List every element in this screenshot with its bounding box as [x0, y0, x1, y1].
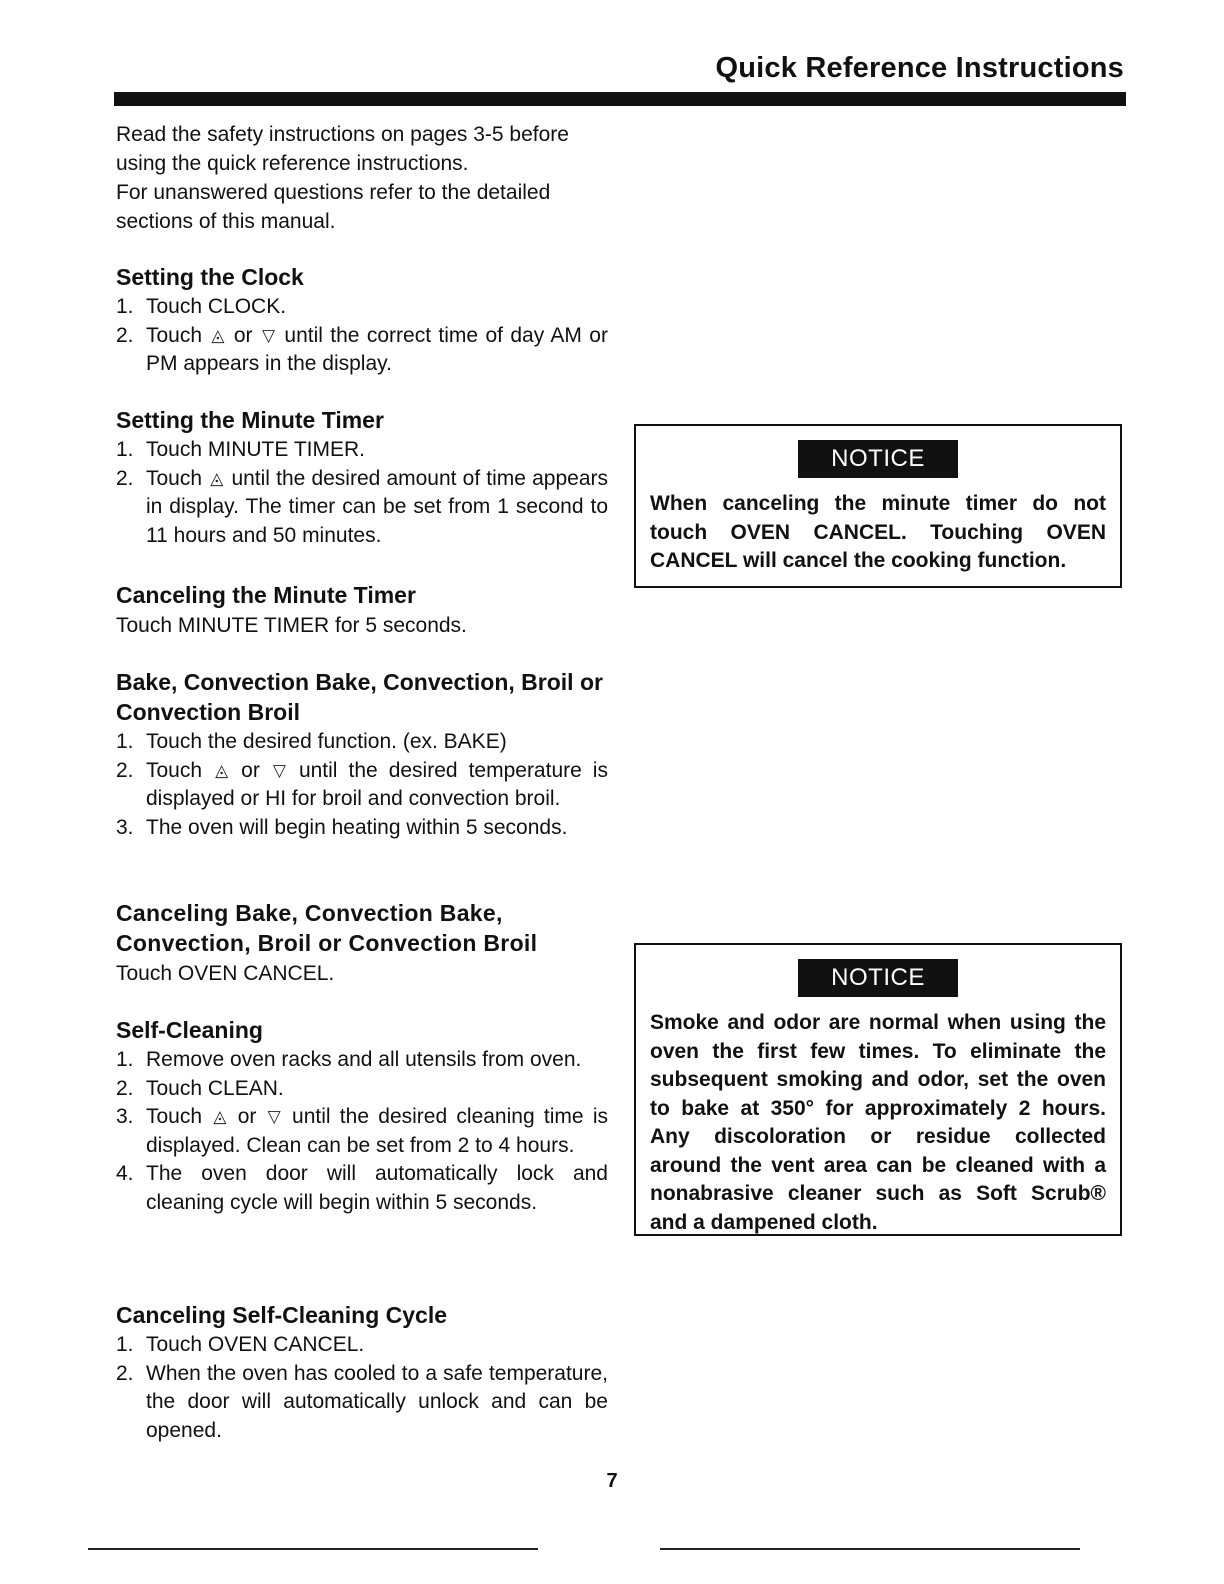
page-number: 7 — [606, 1470, 618, 1492]
list-item — [116, 728, 608, 757]
step-text-mid: or — [241, 758, 260, 782]
step-number: 4. — [116, 1162, 134, 1185]
notice-badge: NOTICE — [798, 440, 958, 478]
notice-text: When canceling the minute timer do not touch OVEN CANCEL. Touching OVEN CANCEL will cancel the cooking function. — [650, 492, 1106, 572]
section-setting-minute-timer — [116, 405, 608, 550]
header-rule — [114, 92, 1126, 106]
step-number: 2. — [116, 1361, 134, 1385]
step-list — [116, 1331, 608, 1445]
up-arrow-plus-icon: ◬ — [215, 760, 229, 780]
step-text-mid: or — [237, 1105, 257, 1128]
step-list — [116, 436, 608, 550]
notice-box-minute-timer — [634, 424, 1122, 588]
notice-box-smoke-odor — [634, 943, 1122, 1236]
up-arrow-plus-icon: ◬ — [210, 468, 224, 488]
section-heading: Bake, Convection Bake, Convection, Broil or Convection Broil — [116, 669, 603, 725]
intro-paragraph-1: Read the safety instructions on pages 3-5 before using the quick reference instructions. — [116, 123, 569, 175]
section-bake-broil — [116, 667, 608, 842]
step-text-pre: Touch — [146, 466, 203, 490]
step-text-post: until the desired cleaning time is displayed. Clean can be set from 2 to 4 hours. — [146, 1105, 609, 1157]
page-title: Quick Reference Instructions — [715, 52, 1124, 84]
section-heading: Canceling Bake, Convection Bake, Convection, Broil or Convection Broil — [116, 900, 538, 956]
down-arrow-minus-icon: ▽ — [261, 325, 276, 345]
section-heading: Canceling Self-Cleaning Cycle — [116, 1302, 448, 1328]
intro-paragraph-2: For unanswered questions refer to the detailed sections of this manual. — [116, 181, 551, 233]
intro-block — [116, 120, 608, 236]
step-text-mid: or — [233, 323, 253, 347]
section-heading: Setting the Minute Timer — [116, 407, 384, 433]
step-text: Touch MINUTE TIMER. — [146, 438, 365, 461]
section-canceling-minute-timer — [116, 580, 608, 640]
section-canceling-self-cleaning — [116, 1300, 608, 1445]
step-text-pre: Touch — [146, 323, 203, 347]
step-text-post: until the correct time of day AM or PM appears in the display. — [146, 323, 608, 375]
step-number: 1. — [116, 1333, 134, 1356]
step-text-post: until the desired temperature is displayed or HI for broil and convection broil. — [146, 758, 608, 810]
step-text: The oven will begin heating within 5 seconds. — [146, 815, 568, 839]
step-number: 3. — [116, 815, 134, 839]
notice-badge: NOTICE — [798, 959, 958, 997]
footer-rule-left — [88, 1548, 538, 1550]
list-item — [116, 1360, 608, 1446]
step-list — [116, 728, 608, 842]
section-text: Touch OVEN CANCEL. — [116, 962, 335, 985]
down-arrow-minus-icon: ▽ — [272, 760, 286, 780]
down-arrow-minus-icon: ▽ — [267, 1107, 281, 1126]
list-item — [116, 1046, 608, 1075]
list-item — [116, 322, 608, 379]
step-number: 3. — [116, 1105, 134, 1128]
list-item — [116, 465, 608, 551]
section-canceling-bake — [116, 898, 608, 988]
list-item — [116, 436, 608, 465]
section-self-cleaning — [116, 1015, 608, 1217]
step-text: Remove oven racks and all utensils from oven. — [146, 1048, 582, 1071]
list-item — [116, 1160, 608, 1217]
section-heading: Self-Cleaning — [116, 1017, 263, 1043]
step-number: 1. — [116, 730, 134, 753]
step-text: Touch CLEAN. — [146, 1076, 284, 1100]
step-list — [116, 293, 608, 379]
step-number: 2. — [116, 466, 134, 490]
list-item — [116, 293, 608, 322]
up-arrow-plus-icon: ◬ — [211, 325, 225, 345]
section-heading: Canceling the Minute Timer — [116, 582, 416, 608]
step-number: 1. — [116, 1048, 134, 1071]
step-text: Touch the desired function. (ex. BAKE) — [146, 730, 507, 753]
list-item — [116, 814, 608, 843]
step-text: Touch CLOCK. — [146, 295, 287, 318]
step-text-pre: Touch — [146, 1105, 203, 1128]
section-text: Touch MINUTE TIMER for 5 seconds. — [116, 614, 467, 637]
up-arrow-plus-icon: ◬ — [213, 1107, 227, 1126]
step-text: When the oven has cooled to a safe temperature, the door will automatically unlock and can be opened. — [146, 1361, 608, 1442]
step-text: The oven door will automatically lock and cleaning cycle will begin within 5 seconds. — [146, 1162, 608, 1214]
list-item — [116, 1331, 608, 1360]
step-list — [116, 1046, 608, 1217]
step-number: 2. — [116, 1076, 134, 1100]
section-heading: Setting the Clock — [116, 264, 304, 290]
list-item — [116, 1075, 608, 1104]
step-text-pre: Touch — [146, 758, 203, 782]
notice-text: Smoke and odor are normal when using the oven the first few times. To eliminate the subsequent smoking and odor, set the oven to bake at 350° for approximately 2 hours. Any discoloration or residue collected around the vent area can be cleaned with a nonabrasive cleaner such as Soft Scrub® and a dampened cloth. — [650, 1011, 1106, 1234]
step-number: 2. — [116, 758, 134, 782]
step-number: 2. — [116, 323, 134, 347]
step-number: 1. — [116, 295, 134, 318]
section-setting-clock — [116, 262, 608, 379]
footer-rule-right — [660, 1548, 1080, 1550]
list-item — [116, 757, 608, 814]
step-text-post: until the desired amount of time appears in display. The timer can be set from 1 second to 11 hours and 50 minutes. — [146, 466, 609, 547]
list-item — [116, 1103, 608, 1160]
step-number: 1. — [116, 438, 134, 461]
step-text: Touch OVEN CANCEL. — [146, 1333, 365, 1356]
